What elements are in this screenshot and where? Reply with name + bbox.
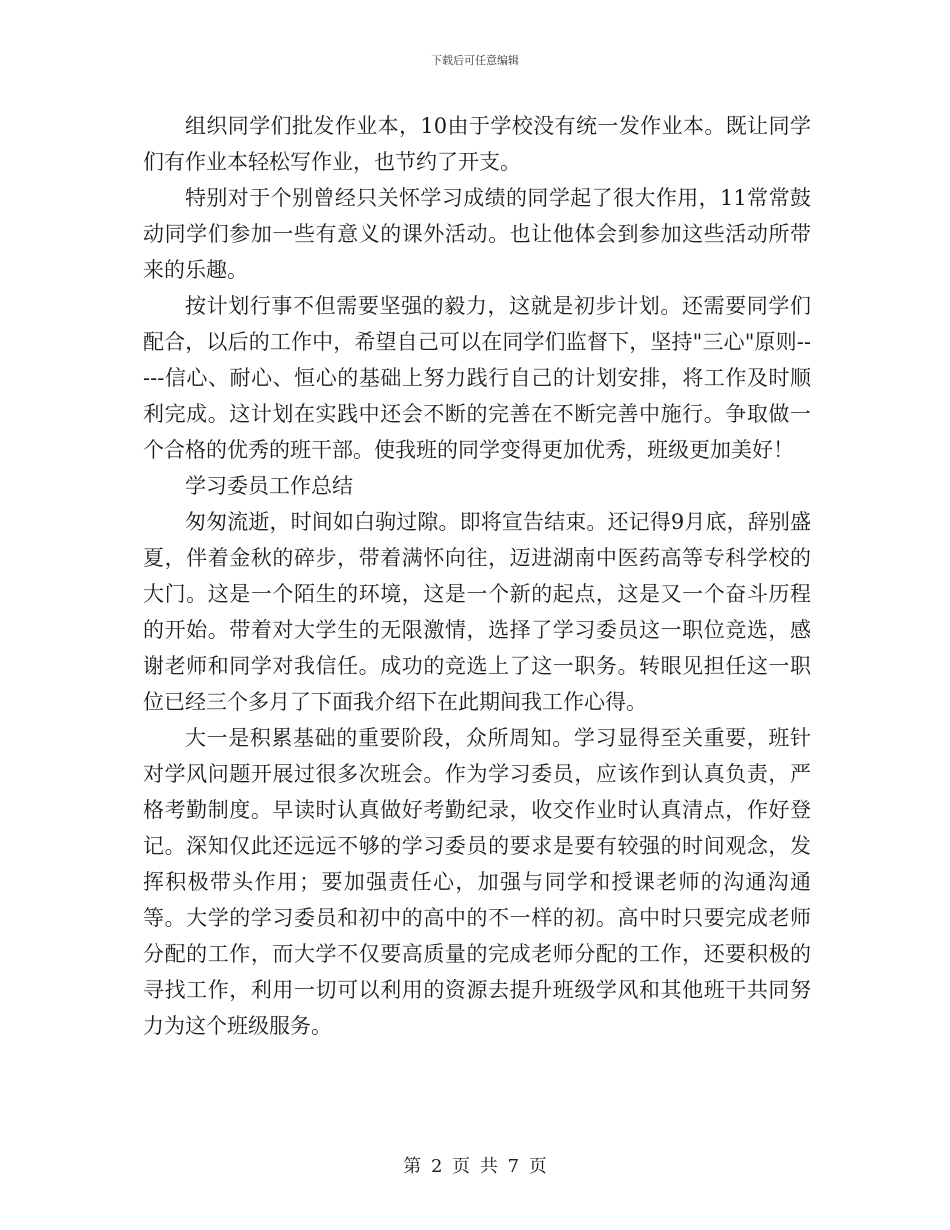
- section-heading: 学习委员工作总结: [185, 474, 353, 498]
- page-header: 下载后可任意编辑: [431, 54, 519, 67]
- paragraph: 大一是积累基础的重要阶段，众所周知。学习显得至关重要，班针对学风问题开展过很多次班会。作为学习委员，应该作到认真负责，严格考勤制度。早读时认真做好考勤纪录，收交作业时认真清点，作好登记。深知仅此还远远不够的学习委员的要求是要有较强的时间观念，发挥积极带头作用；要加强责任心，加强与同学和授课老师的沟通沟通等。大学的学习委员和初中的高中的不一样的初。高中时只要完成老师分配的工作，而大学不仅要高质量的完成老师分配的工作，还要积极的寻找工作，利用一切可以利用的资源去提升班级学风和其他班干共同努力为这个班级服务。: [143, 726, 811, 1038]
- paragraph: 特别对于个别曾经只关怀学习成绩的同学起了很大作用，11常常鼓动同学们参加一些有意义的课外活动。也让他体会到参加这些活动所带来的乐趣。: [143, 186, 811, 282]
- page-number-footer: 第 2 页 共 7 页: [403, 1156, 547, 1177]
- paragraph: 按计划行事不但需要坚强的毅力，这就是初步计划。还需要同学们配合，以后的工作中，希望自己可以在同学们监督下，坚持"三心"原则-----信心、耐心、恒心的基础上努力践行自己的计划安排，将工作及时顺利完成。这计划在实践中还会不断的完善在不断完善中施行。争取做一个合格的优秀的班干部。使我班的同学变得更加优秀，班级更加美好！: [143, 294, 811, 462]
- paragraph: 匆匆流逝，时间如白驹过隙。即将宣告结束。还记得9月底，辞别盛夏，伴着金秋的碎步，带着满怀向往，迈进湖南中医药高等专科学校的大门。这是一个陌生的环境，这是一个新的起点，这是又一个奋斗历程的开始。带着对大学生的无限激情，选择了学习委员这一职位竞选，感谢老师和同学对我信任。成功的竞选上了这一职务。转眼见担任这一职位已经三个多月了下面我介绍下在此期间我工作心得。: [143, 510, 811, 714]
- document-body: [143, 108, 811, 1044]
- paragraph: 组织同学们批发作业本，10由于学校没有统一发作业本。既让同学们有作业本轻松写作业，也节约了开支。: [143, 114, 811, 174]
